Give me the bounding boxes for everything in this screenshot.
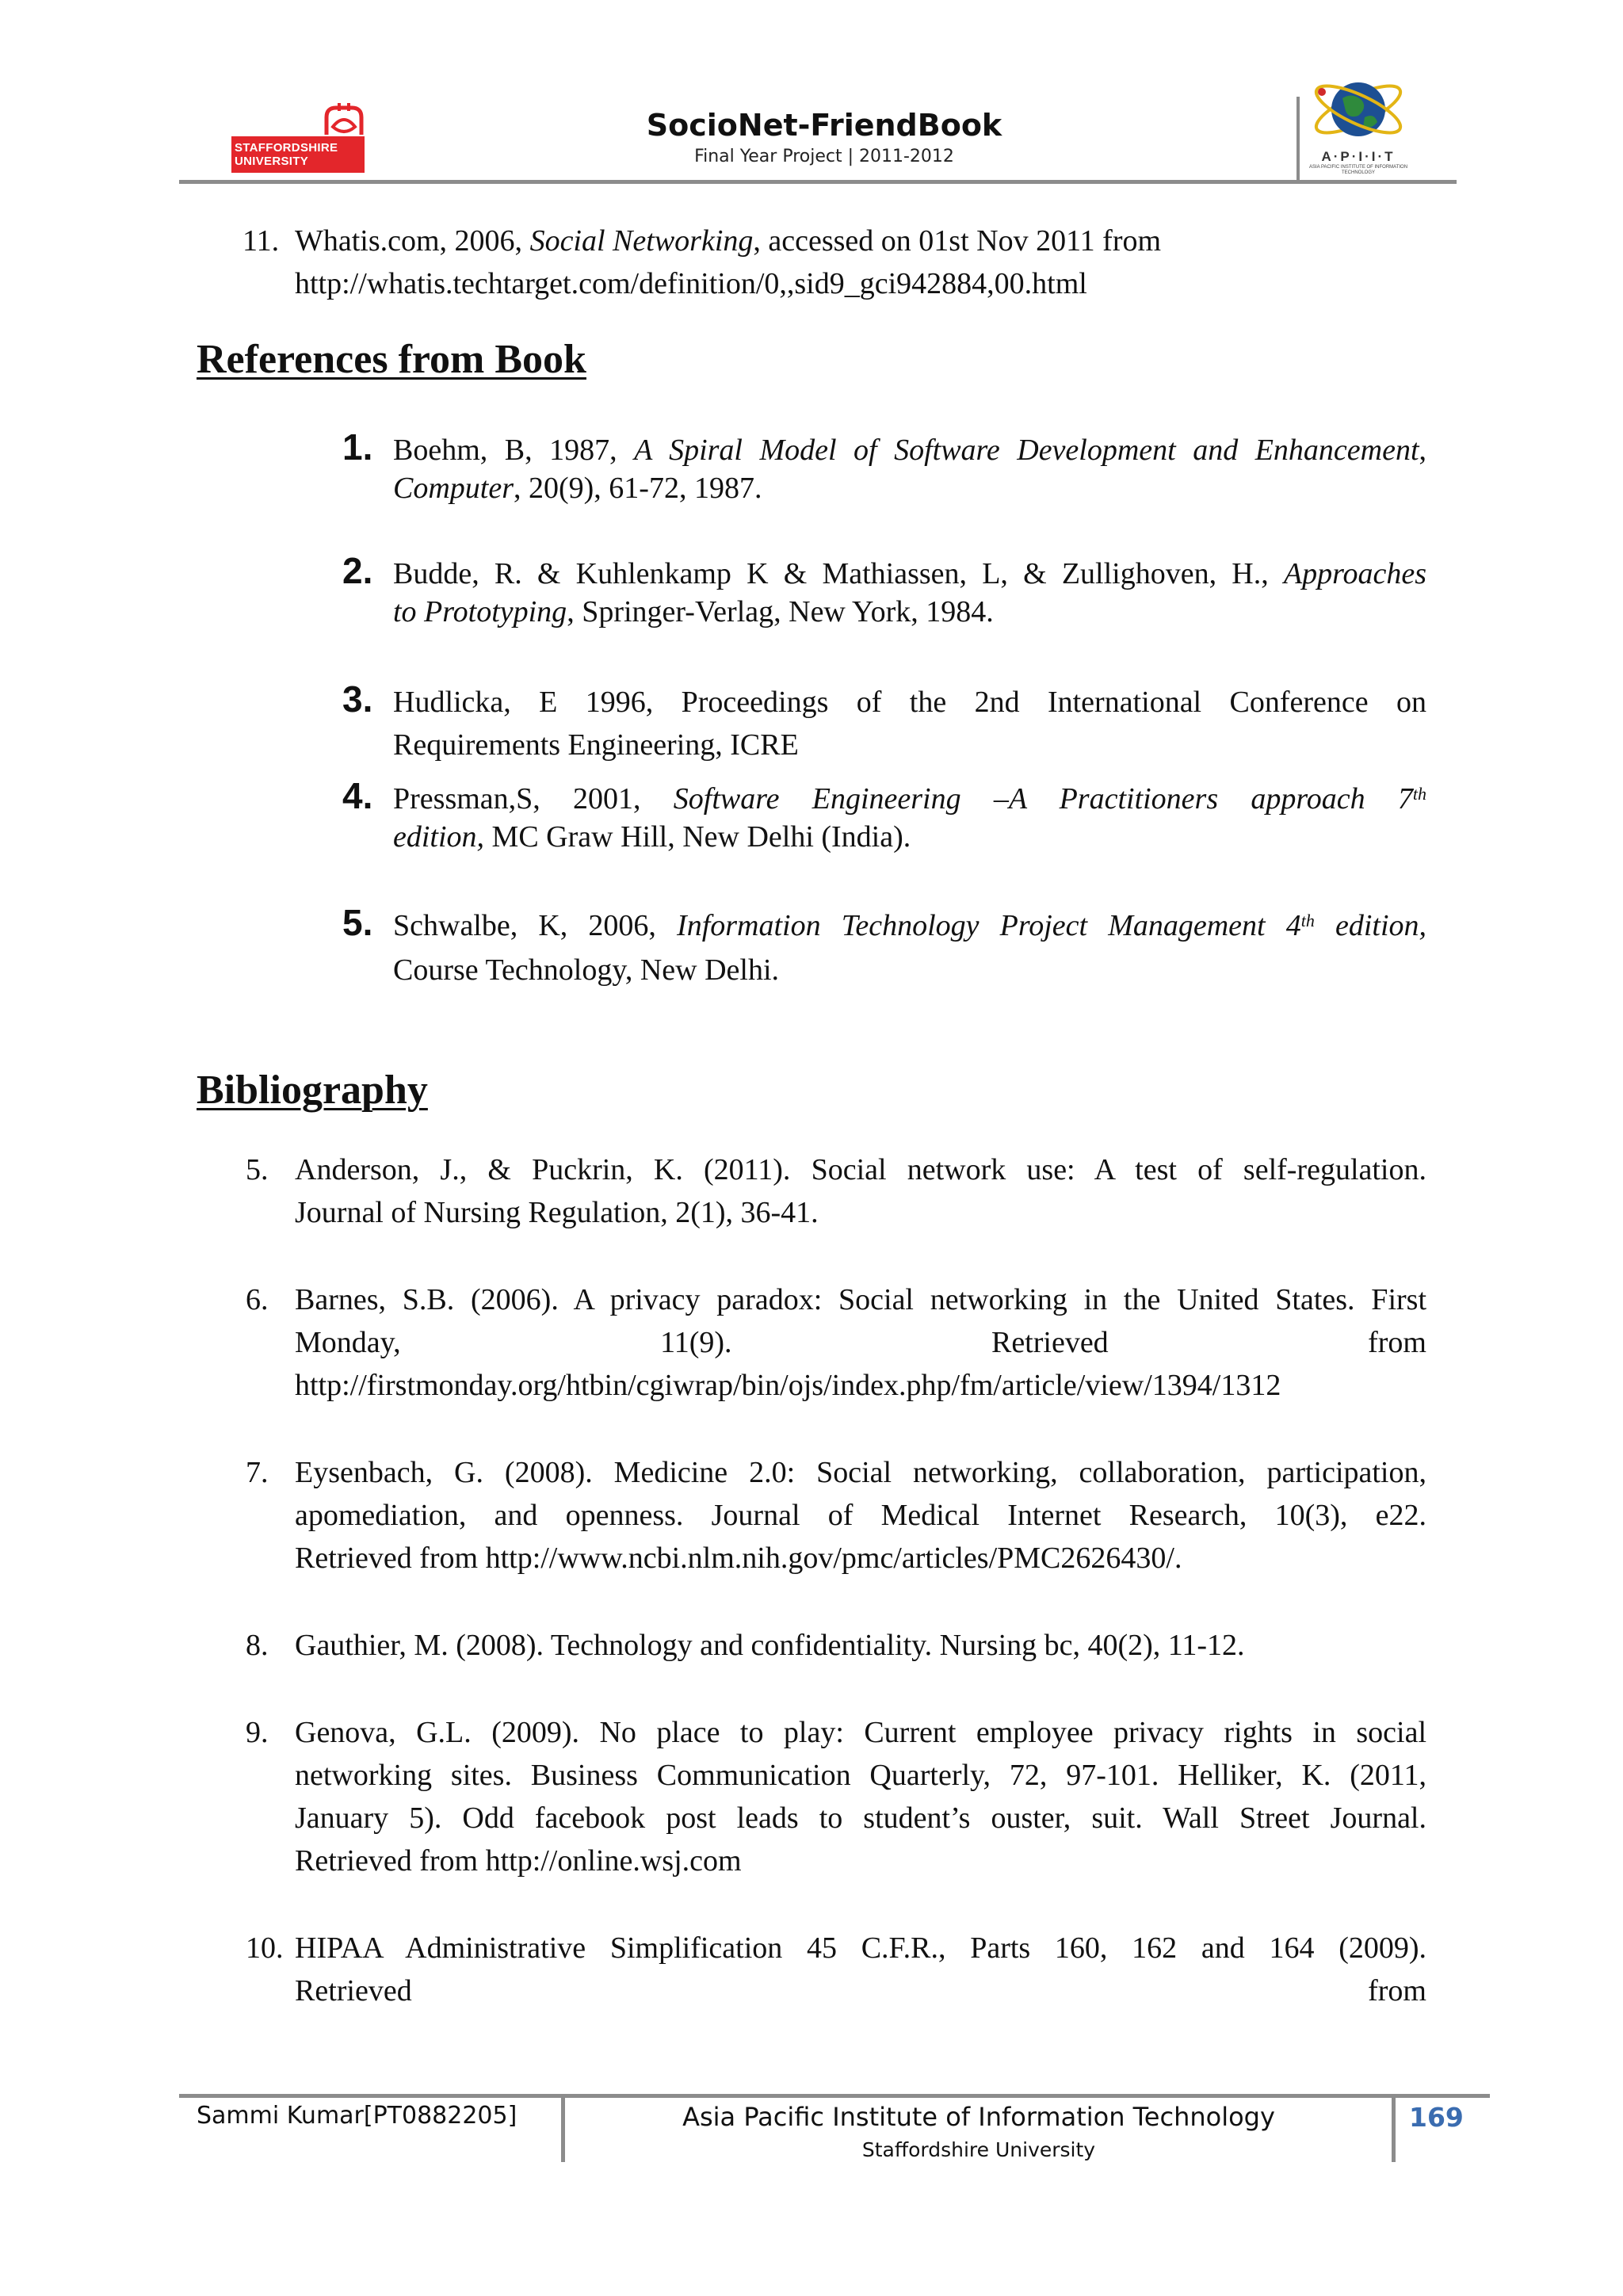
bib-number: 7. xyxy=(246,1456,269,1489)
bib-line: Retrieved from http://online.wsj.com xyxy=(295,1844,742,1878)
book-ref-line: Boehm, B, 1987, A Spiral Model of Software Development and Enhancement, xyxy=(393,434,1427,467)
globe-icon xyxy=(1306,70,1411,149)
document-subtitle: Final Year Project | 2011-2012 xyxy=(694,147,954,166)
bib-line: apomediation, and openness. Journal of Medical Internet Research, 10(3), e22. xyxy=(295,1499,1426,1532)
footer-author: Sammi Kumar[PT0882205] xyxy=(197,2102,517,2130)
book-ref-line: Budde, R. & Kuhlenkamp K & Mathiassen, L, & Zullighoven, H., Approaches xyxy=(393,557,1426,590)
bib-line: Anderson, J., & Puckrin, K. (2011). Social network use: A test of self-regulation. xyxy=(295,1153,1426,1186)
ref-url: http://whatis.techtarget.com/definition/0,,sid9_gci942884,00.html xyxy=(295,267,1087,300)
book-ref-line: Requirements Engineering, ICRE xyxy=(393,728,799,762)
document-title: SocioNet-FriendBook xyxy=(646,108,1002,143)
bib-number: 8. xyxy=(246,1629,269,1662)
footer-university: Staffordshire University xyxy=(861,2138,1096,2161)
ref-line: Whatis.com, 2006, Social Networking, accessed on 01st Nov 2011 from xyxy=(295,224,1162,258)
book-ref-line: Schwalbe, K, 2006, Information Technology Project Management 4th edition, xyxy=(393,909,1427,942)
bib-line: Gauthier, M. (2008). Technology and confidentiality. Nursing bc, 40(2), 11-12. xyxy=(295,1629,1245,1662)
staffordshire-logo xyxy=(231,100,368,174)
book-ref-line: Course Technology, New Delhi. xyxy=(393,953,780,987)
book-ref-line: edition, MC Graw Hill, New Delhi (India). xyxy=(393,820,911,854)
bib-line: Barnes, S.B. (2006). A privacy paradox: Social networking in the United States. First xyxy=(295,1283,1426,1316)
bib-number: 6. xyxy=(246,1283,269,1316)
book-ref-number: 1. xyxy=(342,426,373,468)
logo-text: STAFFORDSHIRE UNIVERSITY xyxy=(235,141,338,168)
book-ref-line: Hudlicka, E 1996, Proceedings of the 2nd International Conference on xyxy=(393,686,1426,719)
header-rule xyxy=(179,180,1457,184)
bib-line: Retrieved from http://www.ncbi.nlm.nih.gov/pmc/articles/PMC2626430/. xyxy=(295,1541,1182,1575)
footer-rule xyxy=(179,2094,1490,2098)
bib-line: Eysenbach, G. (2008). Medicine 2.0: Social networking, collaboration, participation, xyxy=(295,1456,1426,1489)
bib-number: 5. xyxy=(246,1153,269,1186)
bib-line: networking sites. Business Communication Quarterly, 72, 97-101. Helliker, K. (2011, xyxy=(295,1759,1426,1792)
page-number: 169 xyxy=(1409,2102,1464,2133)
footer-divider xyxy=(1392,2094,1396,2162)
book-ref-line: Computer, 20(9), 61-72, 1987. xyxy=(393,472,762,505)
bib-line: Retrieved from xyxy=(295,1974,1426,2008)
bibliography-heading: Bibliography xyxy=(197,1068,428,1113)
book-ref-number: 5. xyxy=(342,902,373,943)
bib-number: 10. xyxy=(246,1931,284,1965)
book-references-heading: References from Book xyxy=(197,337,586,382)
bib-number: 9. xyxy=(246,1716,269,1749)
apiit-logo xyxy=(1306,70,1411,181)
book-ref-number: 2. xyxy=(342,550,373,591)
footer-institute: Asia Pacific Institute of Information Technology xyxy=(682,2102,1275,2132)
apiit-logo-text: A·P·I·I·T xyxy=(1321,149,1396,164)
bib-line: Journal of Nursing Regulation, 2(1), 36-41. xyxy=(295,1196,819,1229)
header-divider xyxy=(1296,97,1300,182)
book-ref-number: 3. xyxy=(342,678,373,720)
bib-line: Genova, G.L. (2009). No place to play: Current employee privacy rights in social xyxy=(295,1716,1426,1749)
apiit-logo-subtext: ASIA PACIFIC INSTITUTE OF INFORMATION TECHNOLOGY xyxy=(1308,165,1408,175)
ref-number: 11. xyxy=(242,224,280,258)
book-ref-line: to Prototyping, Springer-Verlag, New York, 1984. xyxy=(393,595,994,628)
knot-crest-icon xyxy=(320,100,368,139)
book-ref-number: 4. xyxy=(342,775,373,816)
bib-line: Monday, 11(9). Retrieved from xyxy=(295,1326,1426,1359)
bib-url: http://firstmonday.org/htbin/cgiwrap/bin/ojs/index.php/fm/article/view/1394/1312 xyxy=(295,1369,1281,1402)
footer-divider xyxy=(561,2094,565,2162)
book-ref-line: Pressman,S, 2001, Software Engineering –A Practitioners approach 7th xyxy=(393,782,1426,816)
bib-line: January 5). Odd facebook post leads to student’s ouster, suit. Wall Street Journal. xyxy=(295,1801,1426,1835)
bib-line: HIPAA Administrative Simplification 45 C.F.R., Parts 160, 162 and 164 (2009). xyxy=(295,1931,1426,1965)
